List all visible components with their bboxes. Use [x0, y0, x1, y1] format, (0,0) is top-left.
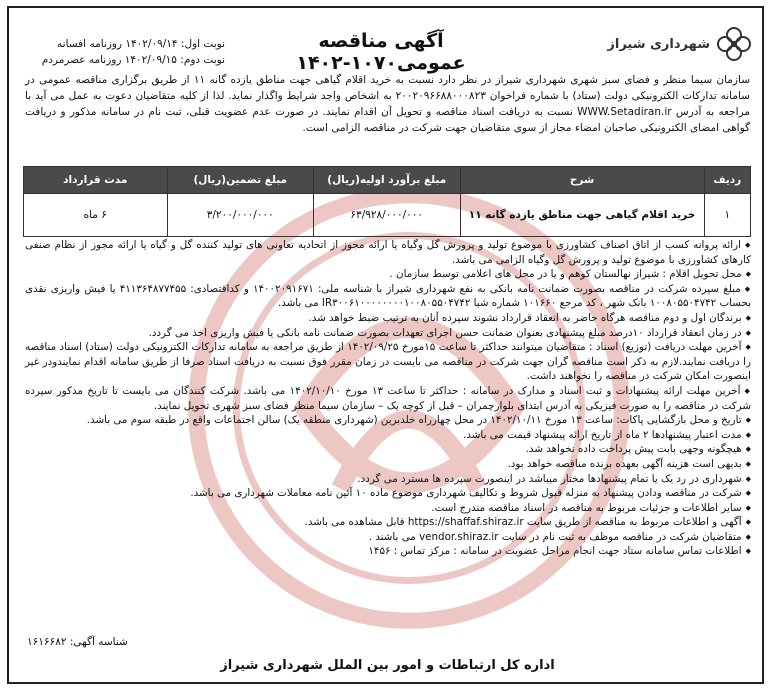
cell-guarantee: ۳/۲۰۰/۰۰۰/۰۰۰: [167, 194, 313, 237]
list-item: ◆ شهرداری در رد یک یا تمام پیشنهادها مختار میباشد در اینصورت سپرده ها مسترد می گردد.: [25, 472, 751, 487]
terms-list: [25, 238, 751, 559]
list-item: ◆ شرکت در مناقصه ودادن پیشنهاد به منزله قبول شروط و تکالیف شهرداری موضوع ماده ۱۰ آئین نامه معاملات شهرداری می باشد.: [25, 486, 751, 501]
municipality-logo: [602, 22, 752, 66]
col-duration: مدت قرارداد: [24, 167, 168, 194]
col-row: ردیف: [704, 167, 750, 194]
list-item: ◆ هیچگونه وجهی بابت پیش پرداخت داده نخواهد شد.: [25, 442, 751, 457]
list-item: ◆ سایر اطلاعات و جزئیات مربوط به مناقصه در اسناد مناقصه مندرج است.: [25, 501, 751, 516]
list-item: ◆ آخرین مهلت ارائه پیشنهادات و ثبت اسناد و مدارک در سامانه : حداکثر تا ساعت ۱۳ مورخ ۱۴۰۲/۱۰/۱۰ می باشد. شرکت کنندگان می بایست تا تاریخ مذکور سپرده شرکت در مناقصه را به صورت فیزیکی به آدرس ابتدای بلوارچمران – قبل از کوچه یک – سازمان سیما منظر فضای سبز شهری تحویل نمایند.: [25, 384, 751, 413]
list-item: ◆ اطلاعات تماس سامانه ستاد جهت انجام مراحل عضویت در سامانه : مرکز تماس : ۱۴۵۶: [25, 544, 751, 559]
table-header-row: [24, 167, 751, 194]
list-item: ◆ آخرین مهلت دریافت (توزیع) اسناد : متقاضیان میتوانند حداکثر تا ساعت ۱۵مورخ ۱۴۰۲/۰۹/۲۵ از طریق مراجعه به سامانه تدارکات الکترونیکی دولت (ستاد) اسناد مناقصه را دریافت نمایند.لازم به ذکر است مناقصه گران جهت شرکت در مناقصه می بایست در زمان مقرر فوق نسبت به دریافت اسناد صرفا از طریق سامانه اقدام نمایندودر غیر اینصورت امکان شرکت در مناقصه را نخواهند داشت.: [25, 340, 751, 384]
flower-logo-icon: [716, 26, 752, 62]
list-item: ◆ محل تحویل اقلام : شیراز نهالستان کوهم و یا در محل های اعلامی توسط سازمان .: [25, 267, 751, 282]
list-item: ◆ مبلغ سپرده شرکت در مناقصه بصورت ضمانت نامه بانکی به نفع شهرداری شیراز با شناسه ملی: ۱۴۰۰۲۰۹۱۶۷۱ و کداقتصادی: ۴۱۱۳۶۴۸۷۷۴۵۵ یا فیش واریزی نقدی بحساب ۱۰۰۸۰۵۵۰۴۷۴۲ بانک شهر ، کد مرجع ۱۰۱۶۶۰ شماره شبا IR۳۰۰۶۱۰۰۰۰۰۰۰۰۱۰۰۸۰۵۵۰۴۷۴۲ می باشد.: [25, 282, 751, 311]
footer-signature: اداره کل ارتباطات و امور بین الملل شهرداری شیراز: [220, 658, 555, 673]
list-item: ◆ متقاضیان شرکت در مناقصه موظف به ثبت نام در سایت vendor.shiraz.ir می باشند .: [25, 530, 751, 545]
list-item: ◆ تاریخ و محل بازگشایی پاکات: ساعت ۱۳ مورخ ۱۴۰۲/۱۰/۱۱ در محل چهارراه خلدبرین (شهرداری منطقه یک) سالن اجتماعات واقع در طبقه سوم می باشد.: [25, 413, 751, 428]
list-item: ◆ مدت اعتبار پیشنهادها ۲ ماه از تاریخ ارائه پیشنهاد قیمت می باشد.: [25, 428, 751, 443]
cell-description: خرید اقلام گیاهی جهت مناطق یازده گانه ۱۱: [460, 194, 704, 237]
ad-frame: [7, 6, 764, 684]
ad-serial: شناسه آگهی: ۱۶۱۶۶۸۲: [27, 636, 128, 648]
list-item: ◆ آگهی و اطلاعات مربوط به مناقصه از طریق سایت https://shaffaf.shiraz.ir قابل مشاهده می باشد.: [25, 515, 751, 530]
logo-text: شهرداری شیراز: [607, 36, 710, 52]
cell-row: ۱: [704, 194, 750, 237]
header: [21, 16, 754, 74]
col-guarantee: مبلغ تضمین(ریال): [167, 167, 313, 194]
list-item: ◆ در زمان انعقاد قرارداد ۱۰درصد مبلغ پیشنهادی بعنوان ضمانت حسن اجرای تعهدات بصورت ضمانت نامه بانکی یا فیش واریزی اخذ می گردد.: [25, 326, 751, 341]
list-item: ◆ بدیهی است هزینه آگهی بعهده برنده مناقصه خواهد بود.: [25, 457, 751, 472]
ad-title: آگهی مناقصه عمومی۱۰۷۰-۱۴۰۲: [296, 30, 466, 74]
col-estimate: مبلغ برآورد اولیه(ریال): [313, 167, 460, 194]
intro-paragraph: سازمان سیما منظر و فضای سبز شهری شهرداری شیراز در نظر دارد نسبت به خرید اقلام گیاهی جهت مناطق یازده گانه ۱۱ از طریق برگزاری مناقصه عمومی در سامانه تدارکات الکترونیکی دولت (ستاد) با شماره فراخوان ۲۰۰۲۰۹۶۶۸۸۰۰۰۸۲۳ به اشخاص واجد شرایط واگذار نماید. لذا از کلیه متقاضیان دعوت به عمل می آید با مراجعه به آدرس WWW.Setadiran.ir نسبت به دریافت اسناد مناقصه و تحویل آن اقدام نمایند. در صورت عدم عضویت قبلی، ثبت نام در سامانه مذکور و دریافت گواهی امضای الکترونیکی صاحبان امضاء مجاز از سوی متقاضیان جهت شرکت در مناقصه الزامی است.: [25, 74, 751, 134]
cell-duration: ۶ ماه: [24, 194, 168, 237]
table-row: [24, 194, 751, 237]
cell-estimate: ۶۳/۹۲۸/۰۰۰/۰۰۰: [313, 194, 460, 237]
publication-notices: [25, 36, 225, 68]
list-item: ◆ ارائه پروانه کسب از اتاق اصناف کشاورزی با موضوع تولید و پرورش گل وگیاه یا ارائه مجوز از اتحادیه تعاونی های تولید کننده گل و گیاه یا ارائه مجوز از نظام صنفی کارهای کشاورزی با موضوع تولید و پرورش گل وگیاه الزامی می باشد.: [25, 238, 751, 267]
tender-table: [23, 166, 751, 237]
list-item: ◆ برندگان اول و دوم مناقصه هرگاه حاضر به انعقاد قرارداد نشوند سپرده آنان به ترتیب ضبط خواهد شد.: [25, 311, 751, 326]
col-description: شرح: [460, 167, 704, 194]
notice-second: نوبت دوم: ۱۴۰۲/۰۹/۱۵ روزنامه عصرمردم: [41, 54, 225, 66]
notice-first: نوبت اول: ۱۴۰۲/۰۹/۱۴ روزنامه افسانه: [57, 38, 225, 50]
